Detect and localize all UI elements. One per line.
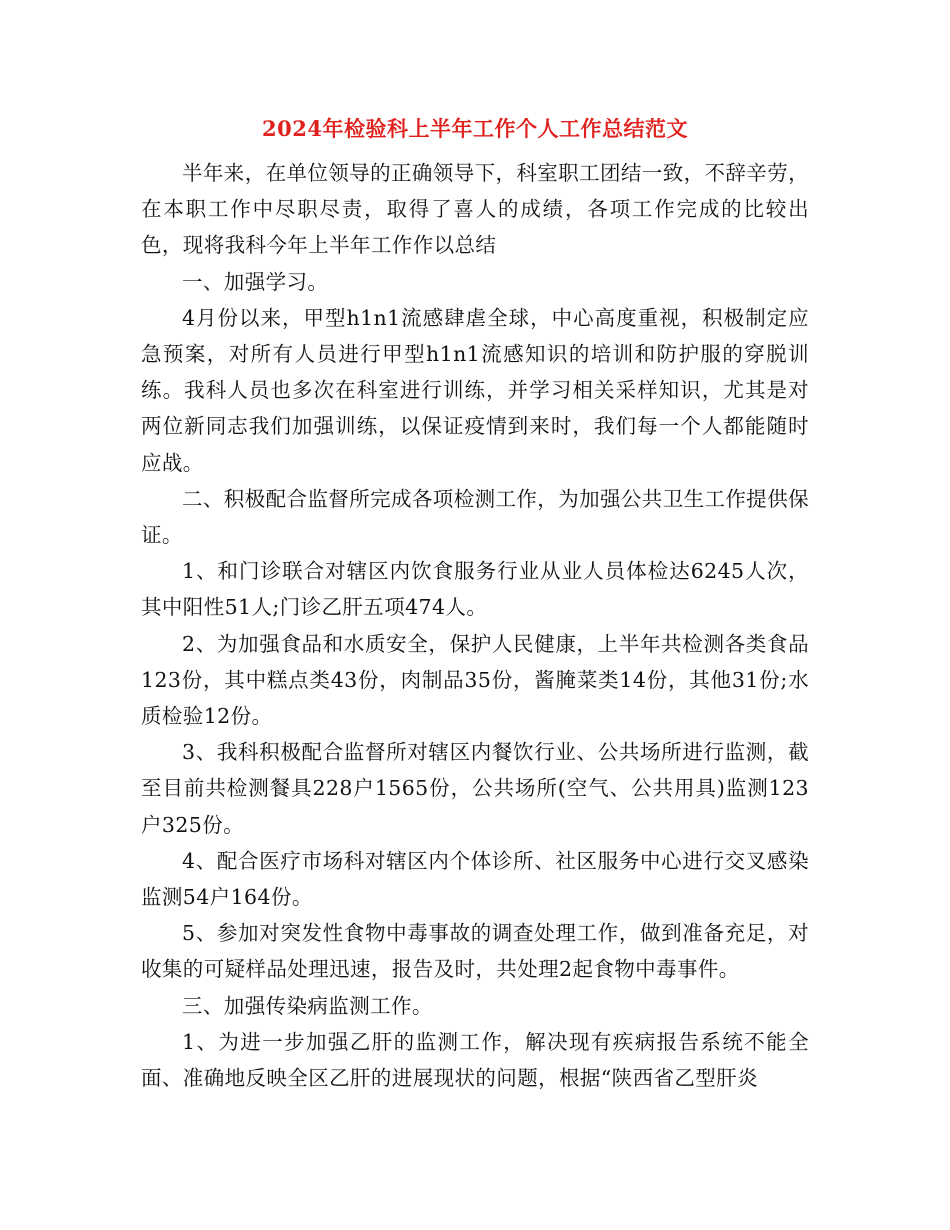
list-item-2-4: 4、配合医疗市场科对辖区内个体诊所、社区服务中心进行交叉感染监测54户164份。 [141, 848, 809, 910]
document-title: 2024年检验科上半年工作个人工作总结范文 [262, 116, 688, 141]
list-item-2-3: 3、我科积极配合监督所对辖区内餐饮行业、公共场所进行监测，截至目前共检测餐具228户1565份，公共场所(空气、公共用具)监测123户325份。 [141, 740, 809, 837]
list-item-3-1: 1、为进一步加强乙肝的监测工作，解决现有疾病报告系统不能全面、准确地反映全区乙肝的进展现状的问题，根据“陕西省乙型肝炎 [141, 1029, 809, 1091]
section-heading-2: 二、积极配合监督所完成各项检测工作，为加强公共卫生工作提供保证。 [141, 486, 809, 548]
list-item-2-1: 1、和门诊联合对辖区内饮食服务行业从业人员体检达6245人次，其中阳性51人;门诊乙肝五项474人。 [141, 559, 809, 620]
section-heading-3: 三、加强传染病监测工作。 [182, 993, 433, 1018]
section-heading-1: 一、加强学习。 [182, 269, 329, 294]
document-body [141, 155, 809, 1096]
paragraph-h1n1: 4月份以来，甲型h1n1流感肆虐全球，中心高度重视，积极制定应急预案，对所有人员进行甲型h1n1流感知识的培训和防护服的穿脱训练。我科人员也多次在科室进行训练，并学习相关采样知识，尤其是对两位新同志我们加强训练，以保证疫情到来时，我们每一个人都能随时应战。 [141, 305, 809, 475]
list-item-2-5: 5、参加对突发性食物中毒事故的调查处理工作，做到准备充足，对收集的可疑样品处理迅速，报告及时，共处理2起食物中毒事件。 [141, 921, 809, 982]
list-item-2-2: 2、为加强食品和水质安全，保护人民健康，上半年共检测各类食品123份，其中糕点类43份，肉制品35份，酱腌菜类14份，其他31份;水质检验12份。 [141, 631, 809, 729]
paragraph-intro: 半年来，在单位领导的正确领导下，科室职工团结一致，不辞辛劳，在本职工作中尽职尽责，取得了喜人的成绩，各项工作完成的比较出色，现将我科今年上半年工作作以总结 [141, 161, 809, 258]
